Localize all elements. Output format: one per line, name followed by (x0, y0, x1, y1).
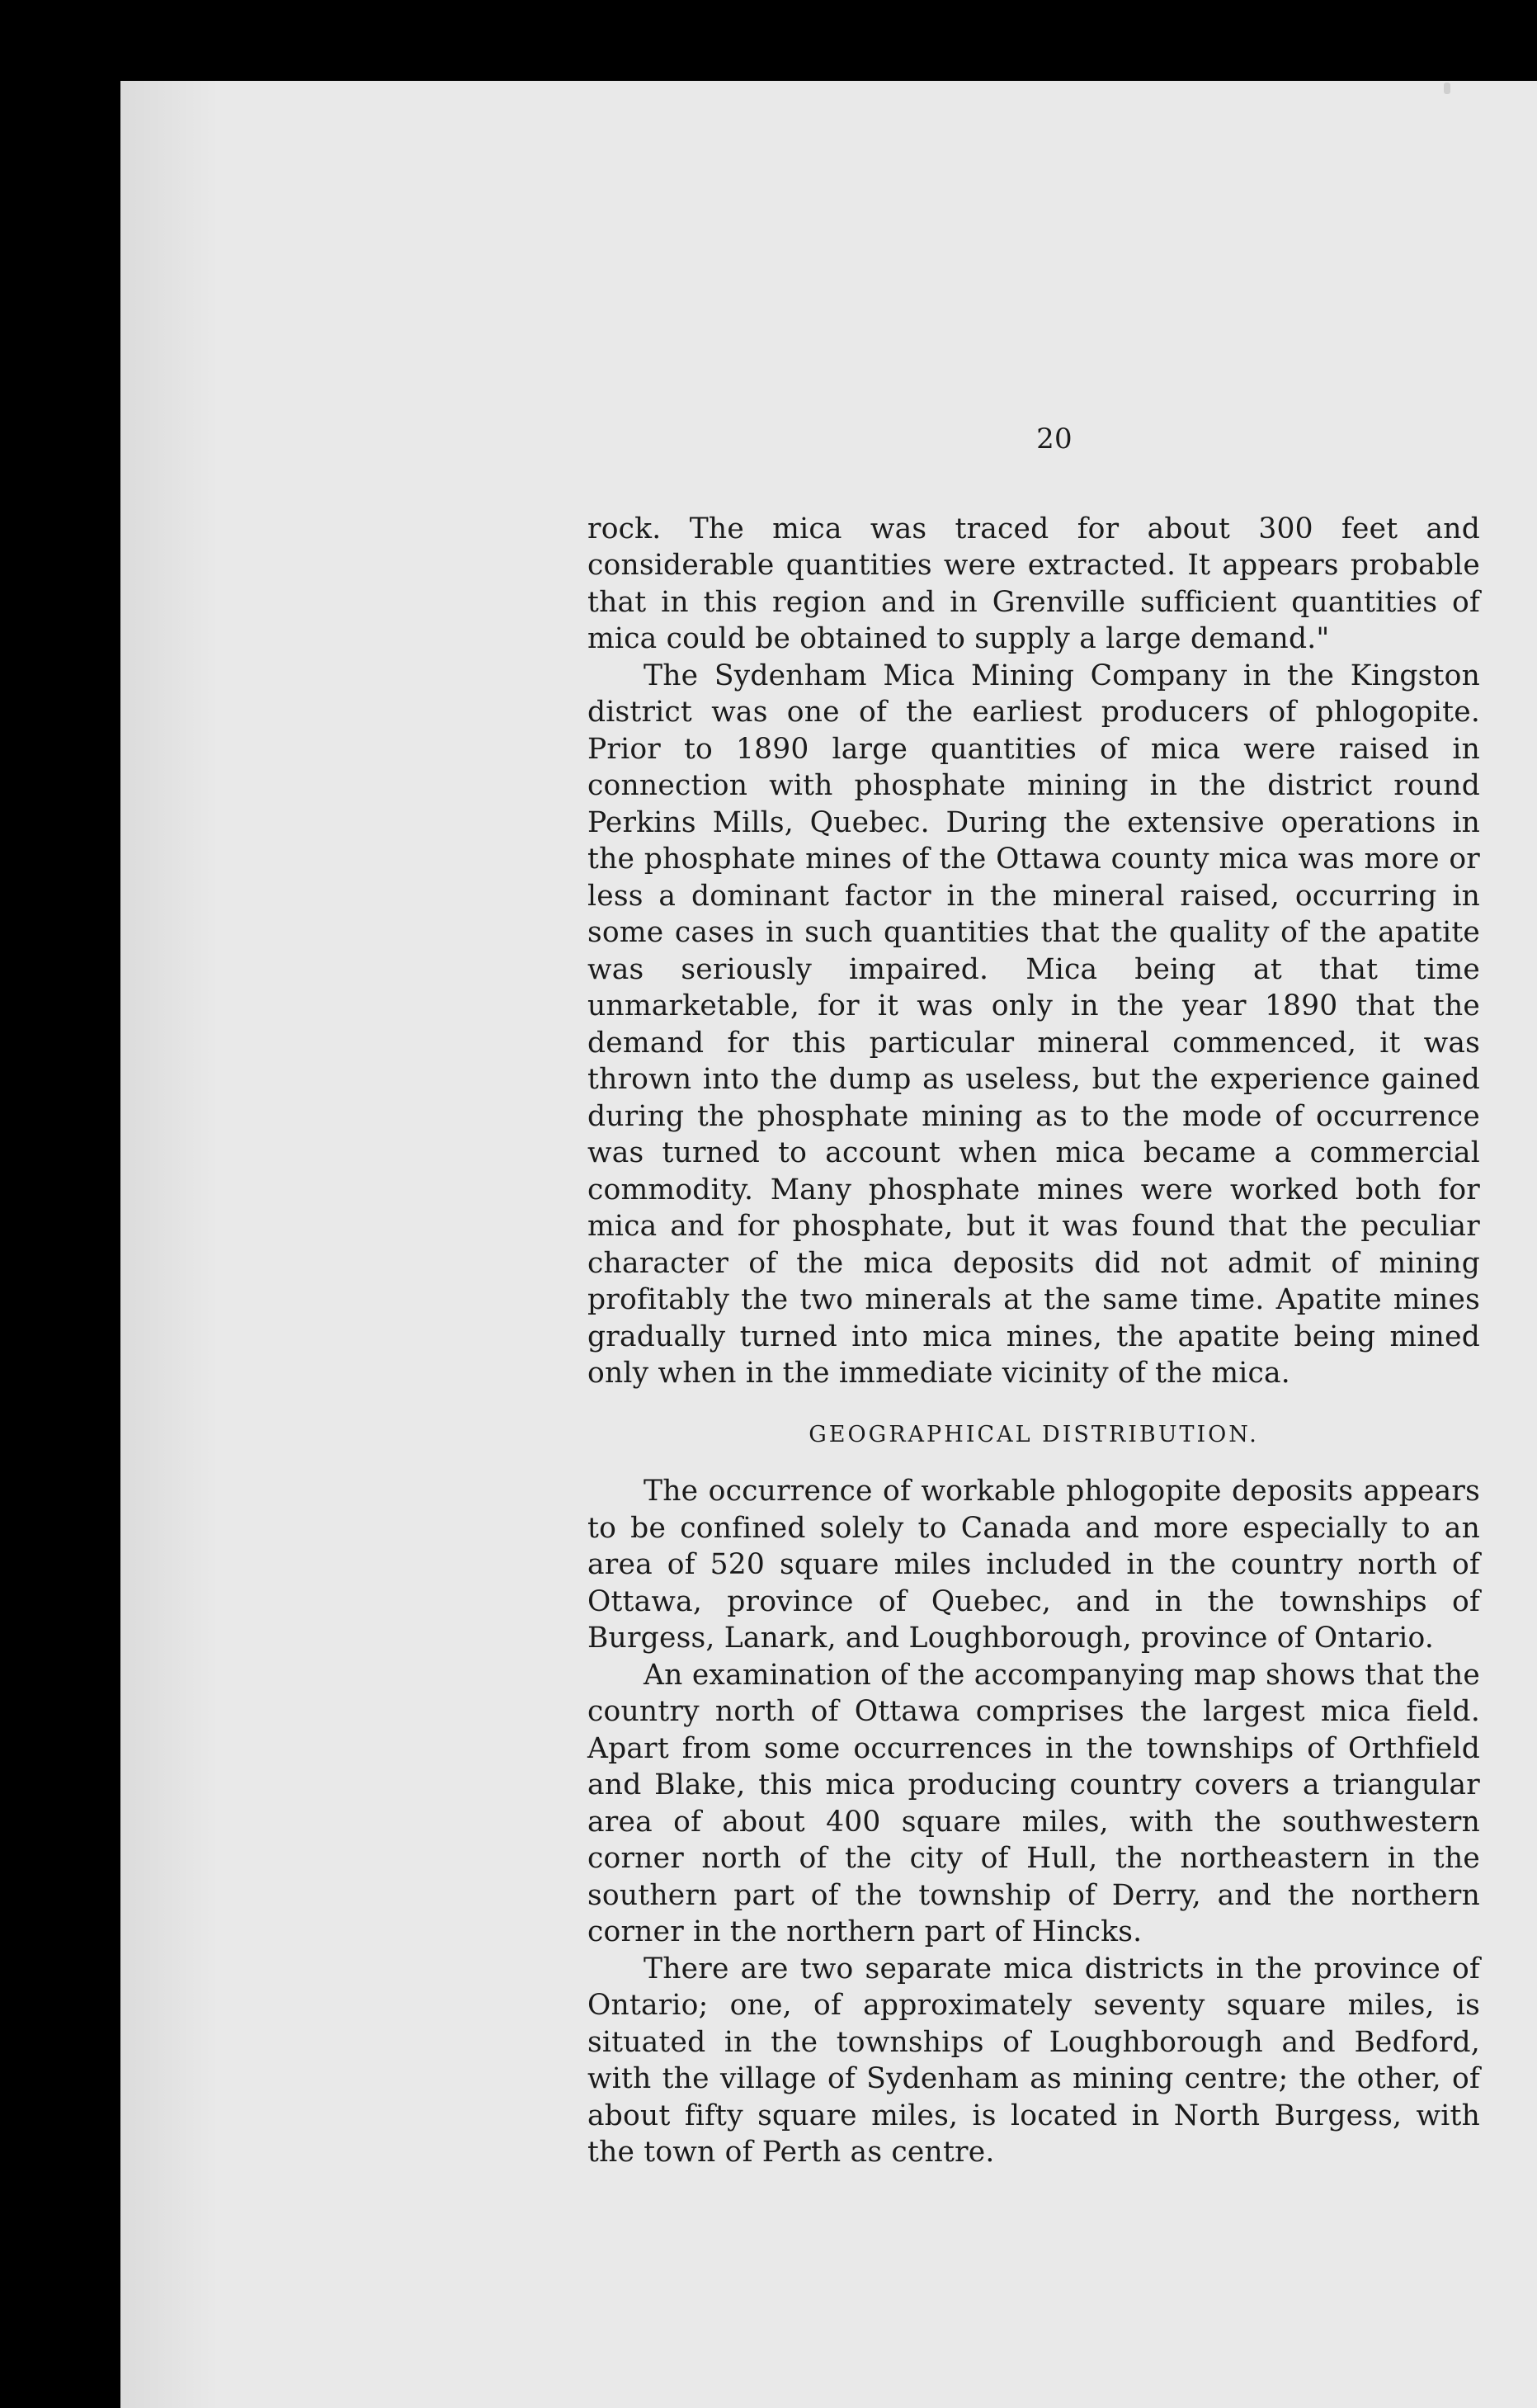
scan-artifact (1444, 83, 1450, 94)
paragraph-quote-end: rock. The mica was traced for about 300 feet and considerable quantities were extracted. It appears probable that in this region and in Grenville sufficient quantities of mica could be obtained to supply a large demand." (587, 512, 1480, 655)
paragraph-occurrence: The occurrence of workable phlogopite deposits appears to be confined solely to Canada and more especially to an area of 520 square miles included in the country north of Ottawa, province of Quebec, and in the townships of Burgess, Lanark, and Loughborough, province of Ontario. (587, 1475, 1480, 1655)
paragraph-ontario-districts: There are two separate mica districts in the province of Ontario; one, of approximately seventy square miles, is situated in the townships of Loughborough and Bedford, with the village of Sydenham as mining centre; the other, of about fifty square miles, is located in North Burgess, with the town of Perth as centre. (587, 1952, 1480, 2169)
page-edge-shadow (120, 81, 219, 2408)
page-text-column (587, 421, 1480, 2171)
section-heading: GEOGRAPHICAL DISTRIBUTION. (809, 1421, 1259, 1447)
paragraph-map-examination: An examination of the accompanying map shows that the country north of Ottawa comprises the largest mica field. Apart from some occurrences in the townships of Orthfield and Blake, this mica producing country covers a triangular area of about 400 square miles, with the southwestern corner north of the city of Hull, the northeastern in the southern part of the township of Derry, and the northern corner in the northern part of Hincks. (587, 1658, 1480, 1948)
paragraph-sydenham-company: The Sydenham Mica Mining Company in the Kingston district was one of the earliest producers of phlogopite. Prior to 1890 large quantities of mica were raised in connection with phosphate mining in the district round Perkins Mills, Quebec. During the extensive operations in the phosphate mines of the Ottawa county mica was more or less a dominant factor in the mineral raised, occurring in some cases in such quantities that the quality of the apatite was seriously impaired. Mica being at that time unmarketable, for it was only in the year 1890 that the demand for this particular mineral commenced, it was thrown into the dump as useless, but the experience gained during the phosphate mining as to the mode of occurrence was turned to account when mica became a commercial commodity. Many phosphate mines were worked both for mica and for phosphate, but it was found that the peculiar character of the mica deposits did not admit of mining profitably the two minerals at the same time. Apatite mines gradually turned into mica mines, the apatite being mined only when in the immediate vicinity of the mica. (587, 659, 1480, 1390)
page-number: 20 (1036, 423, 1073, 456)
